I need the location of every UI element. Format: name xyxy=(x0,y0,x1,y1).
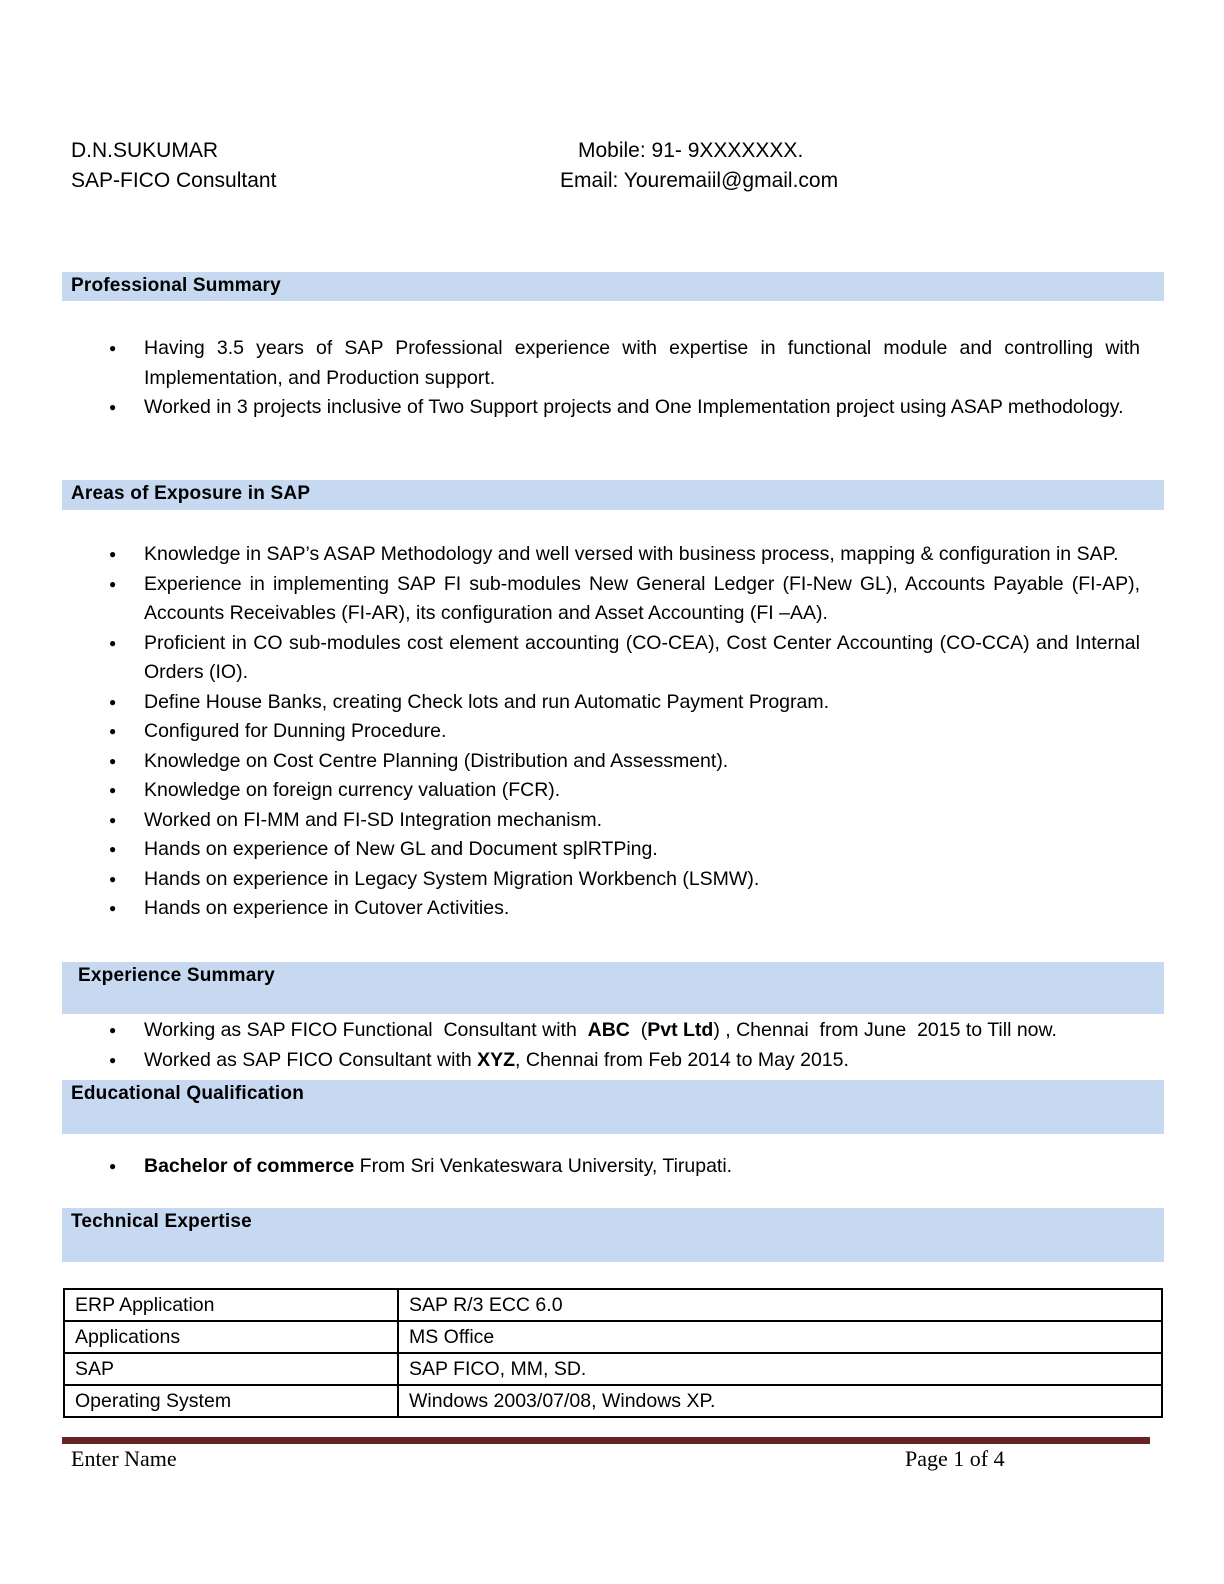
list-item: ● Hands on experience in Legacy System Migration Workbench (LSMW). xyxy=(62,865,1140,895)
candidate-mobile: Mobile: 91- 9XXXXXXX. xyxy=(578,139,804,162)
table-row xyxy=(64,1289,1162,1321)
professional-summary-list xyxy=(62,334,1140,423)
table-cell-label: SAP xyxy=(64,1353,398,1385)
experience-summary-list xyxy=(62,1016,1140,1075)
company-suffix: Pvt Ltd xyxy=(647,1019,714,1041)
list-item: ● Hands on experience of New GL and Document splRTPing. xyxy=(62,835,1140,865)
educational-qualification-list xyxy=(62,1152,1140,1182)
list-item: ● Knowledge on foreign currency valuation (FCR). xyxy=(62,776,1140,806)
list-item: ● Knowledge in SAP’s ASAP Methodology and well versed with business process, mapping & configuration in SAP. xyxy=(62,540,1140,570)
list-item: ● Knowledge on Cost Centre Planning (Distribution and Assessment). xyxy=(62,747,1140,777)
table-row xyxy=(64,1353,1162,1385)
table-cell-value: MS Office xyxy=(398,1321,1162,1353)
company-name: ABC xyxy=(587,1019,630,1041)
footer-name: Enter Name xyxy=(71,1446,177,1471)
candidate-title: SAP-FICO Consultant xyxy=(71,169,277,192)
candidate-name: D.N.SUKUMAR xyxy=(71,139,219,162)
degree-detail: From Sri Venkateswara University, Tirupati. xyxy=(354,1155,733,1177)
experience-item xyxy=(62,1016,1140,1046)
experience-text: Worked as SAP FICO Consultant with xyxy=(144,1048,478,1071)
areas-of-exposure-list xyxy=(62,540,1140,924)
experience-item xyxy=(62,1046,1140,1076)
section-heading-educational-qualification: Educational Qualification xyxy=(62,1080,1164,1134)
contact-block-right xyxy=(560,136,838,196)
table-cell-label: Applications xyxy=(64,1321,398,1353)
section-heading-experience-summary: Experience Summary xyxy=(62,962,1164,1014)
experience-text: Working as SAP FICO Functional Consultant with xyxy=(144,1019,588,1041)
list-item: ● Proficient in CO sub-modules cost element accounting (CO-CEA), Cost Center Accounting (CO-CCA) and Internal Orders (IO). xyxy=(62,629,1140,688)
table-cell-label: Operating System xyxy=(64,1385,398,1417)
degree-name: Bachelor of commerce xyxy=(144,1155,355,1177)
table-cell-value: SAP R/3 ECC 6.0 xyxy=(398,1289,1162,1321)
contact-block-left xyxy=(71,136,276,196)
list-item: ● Worked in 3 projects inclusive of Two Support projects and One Implementation project using ASAP methodology. xyxy=(62,393,1140,423)
list-item: ● Hands on experience in Cutover Activities. xyxy=(62,894,1140,924)
company-name: XYZ xyxy=(477,1048,516,1071)
list-item: ● Worked on FI-MM and FI-SD Integration mechanism. xyxy=(62,806,1140,836)
technical-expertise-table xyxy=(63,1288,1163,1418)
experience-text: ( xyxy=(629,1019,648,1041)
table-row xyxy=(64,1321,1162,1353)
section-heading-professional-summary: Professional Summary xyxy=(62,272,1164,301)
section-heading-areas-of-exposure: Areas of Exposure in SAP xyxy=(62,480,1164,510)
list-item: ● Having 3.5 years of SAP Professional experience with expertise in functional module and controlling with Implementation, and Production support. xyxy=(62,334,1140,393)
list-item: ● Configured for Dunning Procedure. xyxy=(62,717,1140,747)
experience-text: ) , Chennai from June 2015 to Till now. xyxy=(713,1019,1057,1041)
table-cell-value: Windows 2003/07/08, Windows XP. xyxy=(398,1385,1162,1417)
table-cell-label: ERP Application xyxy=(64,1289,398,1321)
footer-divider-bar xyxy=(62,1437,1150,1444)
section-heading-technical-expertise: Technical Expertise xyxy=(62,1208,1164,1262)
list-item: ● Define House Banks, creating Check lots and run Automatic Payment Program. xyxy=(62,688,1140,718)
experience-text: , Chennai from Feb 2014 to May 2015. xyxy=(515,1048,849,1071)
candidate-email: Email: Youremaiil@gmail.com xyxy=(560,169,839,192)
table-row xyxy=(64,1385,1162,1417)
table-cell-value: SAP FICO, MM, SD. xyxy=(398,1353,1162,1385)
list-item: ● Experience in implementing SAP FI sub-modules New General Ledger (FI-New GL), Accounts Payable (FI-AP), Accounts Receivables (FI-AR), its configuration and Asset Accounting (FI –AA). xyxy=(62,570,1140,629)
education-item xyxy=(62,1152,1140,1182)
footer-page-number: Page 1 of 4 xyxy=(905,1446,1005,1471)
